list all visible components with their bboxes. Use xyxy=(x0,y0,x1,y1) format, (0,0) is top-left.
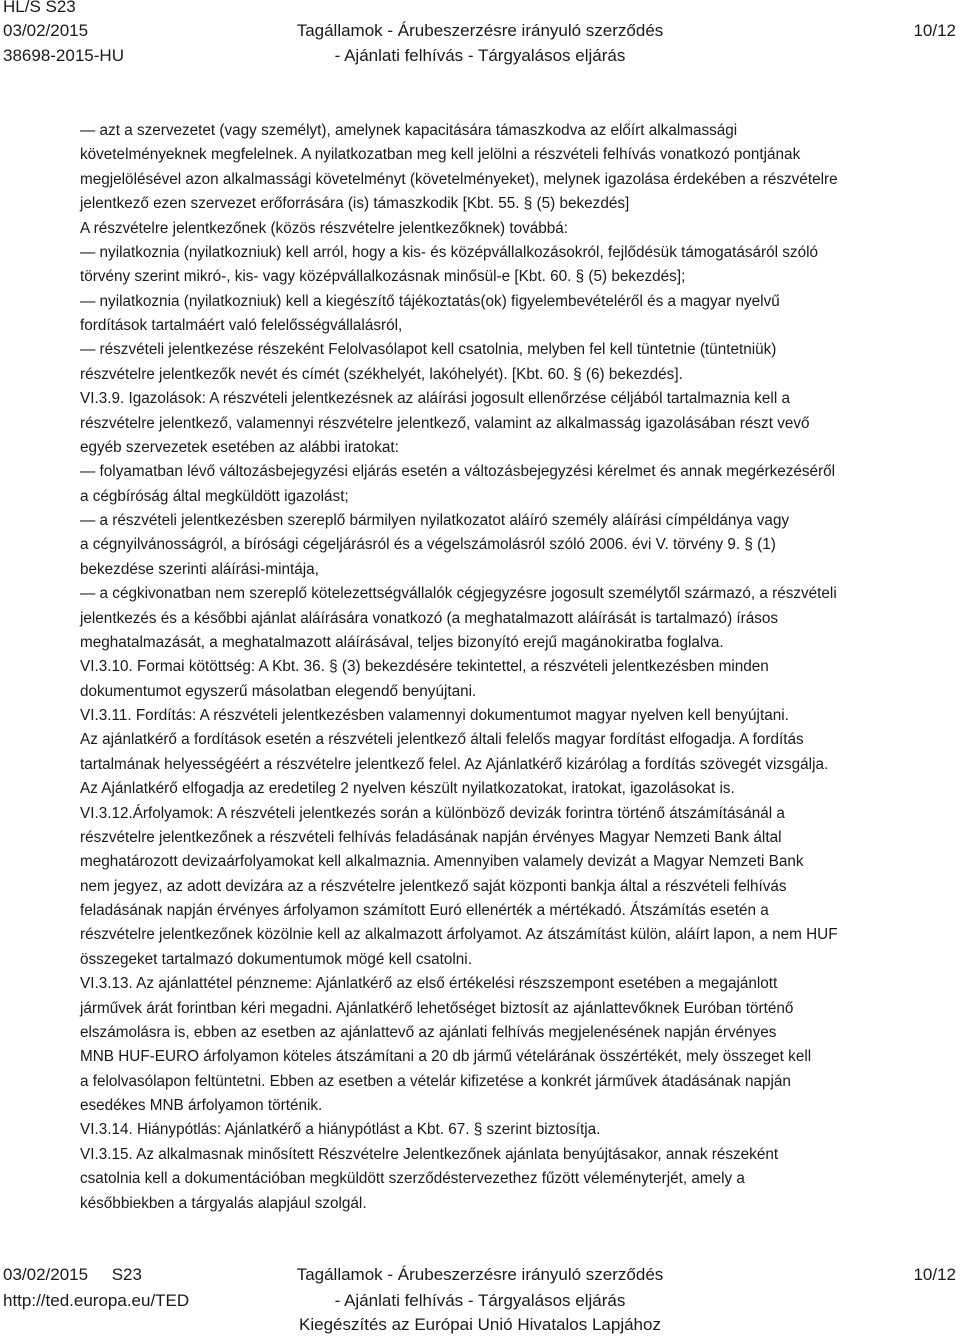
footer-supplement: Kiegészítés az Európai Unió Hivatalos Lapjához xyxy=(299,1315,661,1334)
footer-date: 03/02/2015 S23 xyxy=(3,1265,142,1284)
text-line: meghatározott devizaárfolyamokat kell alkalmaznia. Amennyiben valamely devizát a Magyar Nemzeti Bank xyxy=(80,853,804,871)
text-line: részvételre jelentkezőnek közölnie kell az alkalmazott árfolyamot. Az átszámítást külön, aláírt lapon, a nem HUF xyxy=(80,926,838,944)
header-page-number: 10/12 xyxy=(913,21,956,40)
header-title: Tagállamok - Árubeszerzésre irányuló szerződés xyxy=(296,21,664,40)
footer-title: Tagállamok - Árubeszerzésre irányuló szerződés xyxy=(296,1265,664,1284)
text-line: későbbiekben a tárgyalás alapjául szolgál. xyxy=(80,1194,367,1212)
text-line: elszámolásra is, ebben az esetben az ajánlattevő az ajánlati felhívás megjelenésének napján érvényes xyxy=(80,1023,777,1041)
header-date: 03/02/2015 xyxy=(3,21,89,40)
text-line: megjelölésével azon alkalmassági követelményt (követelményeket), melynek igazolása érdekében a részvételre xyxy=(80,170,838,188)
text-line: Az ajánlatkérő a fordítások esetén a részvételi jelentkező általi felelős magyar fordítást elfogadja. A fordítás xyxy=(80,731,804,749)
text-line: — folyamatban lévő változásbejegyzési eljárás esetén a változásbejegyzési kérelmet és annak megérkezéséről xyxy=(80,463,836,481)
text-line: jelentkezés és a későbbi ajánlat aláírására vonatkozó (a meghatalmazott aláírását is tartalmazó) írásos xyxy=(80,609,779,627)
header-doc-id: HL/S S23 xyxy=(3,0,76,16)
text-line: VI.3.13. Az ajánlattétel pénzneme: Ajánlatkérő az első értékelési részszempont esetében a megajánlott xyxy=(80,975,778,993)
text-line: a felolvasólapon feltüntetni. Ebben az esetben a vételár kifizetése a konkrét járművek átadásának napján xyxy=(80,1072,791,1090)
footer-subtitle: - Ajánlati felhívás - Tárgyalásos eljárás xyxy=(334,1291,626,1310)
text-line: — azt a szervezetet (vagy személyt), amelynek kapacitására támaszkodva az előírt alkalmassági xyxy=(80,122,738,139)
text-line: — a részvételi jelentkezésben szereplő bármilyen nyilatkozatot aláíró személy aláírási címpéldánya vagy xyxy=(80,512,790,529)
footer-page-number: 10/12 xyxy=(913,1265,956,1284)
text-line: VI.3.11. Fordítás: A részvételi jelentkezésben valamennyi dokumentumot magyar nyelven kell benyújtani. xyxy=(80,707,789,724)
text-line: — nyilatkoznia (nyilatkozniuk) kell arról, hogy a kis- és középvállalkozásokról, fejlődésük támogatásáról szóló xyxy=(80,243,818,261)
text-line: A részvételre jelentkezőnek (közös részvételre jelentkezőknek) továbbá: xyxy=(80,219,569,237)
text-line: jelentkező ezen szervezet erőforrására (is) támaszkodik [Kbt. 55. § (5) bekezdés] xyxy=(80,195,630,213)
header-notice-number: 38698-2015-HU xyxy=(3,46,124,65)
text-line: részvételre jelentkezők nevét és címét (székhelyét, lakóhelyét). [Kbt. 60. § (6) bekezdés]. xyxy=(80,365,683,383)
text-line: VI.3.14. Hiánypótlás: Ajánlatkérő a hiánypótlást a Kbt. 67. § szerint biztosítja. xyxy=(80,1121,601,1139)
text-line: meghatalmazását, a meghatalmazott aláírásával, teljes bizonyító erejű magánokiratba foglalva. xyxy=(80,633,724,651)
text-line: a cégbíróság által megküldött igazolást; xyxy=(80,487,349,505)
text-line: nem jegyez, az adott devizára az a részvételre jelentkező saját központi bankja által a részvételi felhívás xyxy=(80,877,787,895)
text-line: VI.3.10. Formai kötöttség: A Kbt. 36. § (3) bekezdésére tekintettel, a részvételi jelentkezésben minden xyxy=(80,658,769,676)
text-line: törvény szerint mikró-, kis- vagy középvállalkozásnak minősül-e [Kbt. 60. § (5) bekezdés]; xyxy=(80,268,686,286)
text-line: csatolnia kell a dokumentációban megküldött szerződéstervezethez fűzött véleményterjét, amely a xyxy=(80,1170,745,1188)
text-line: feladásának napján érvényes árfolyamon számított Euró ellenérték a mértékadó. Átszámítás esetén a xyxy=(80,902,769,919)
text-line: Az Ajánlatkérő elfogadja az eredetileg 2 nyelven készült nyilatkozatokat, iratokat, igazolásokat is. xyxy=(80,780,735,798)
document-body xyxy=(80,119,940,1216)
text-line: követelményeknek megfelelnek. A nyilatkozatban meg kell jelölni a részvételi felhívás vonatkozó pontjának xyxy=(80,146,801,164)
text-line: VI.3.9. Igazolások: A részvételi jelentkezésnek az aláírási jogosult ellenőrzése céljából tartalmaznia kell a xyxy=(80,390,790,408)
text-line: tartalmának helyességéért a részvételre jelentkező felel. Az Ajánlatkérő kizárólag a fordítás szövegét vizsgálja. xyxy=(80,755,829,773)
text-line: fordítások tartalmáért való felelősségvállalásról, xyxy=(80,317,403,334)
text-line: — nyilatkoznia (nyilatkozniuk) kell a kiegészítő tájékoztatás(ok) figyelembevételéről és a magyar nyelvű xyxy=(80,292,780,310)
text-line: bekezdése szerinti aláírási-mintája, xyxy=(80,560,319,578)
text-line: összegeket tartalmazó dokumentumok mögé kell csatolni. xyxy=(80,950,472,968)
text-line: MNB HUF-EURO árfolyamon köteles átszámítani a 20 db jármű vételárának összértékét, mely összeget kell xyxy=(80,1048,812,1066)
text-line: VI.3.12.Árfolyamok: A részvételi jelentkezés során a különböző devizák forintra történő átszámításánál a xyxy=(80,804,785,822)
text-line: részvételre jelentkező, valamennyi részvételre jelentkező, valamint az alkalmasság igazolásában részt vevő xyxy=(80,414,810,432)
footer-url: http://ted.europa.eu/TED xyxy=(3,1291,190,1310)
text-line: részvételre jelentkezőnek a részvételi felhívás feladásának napján érvényes Magyar Nemzeti Bank által xyxy=(80,828,782,846)
text-line: VI.3.15. Az alkalmasnak minősített Részvételre Jelentkezőnek ajánlata benyújtásakor, annak részeként xyxy=(80,1145,779,1163)
text-line: a cégnyilvánosságról, a bírósági cégeljárásról és a végelszámolásról szóló 2006. évi V. törvény 9. § (1) xyxy=(80,536,776,554)
header-subtitle: - Ajánlati felhívás - Tárgyalásos eljárás xyxy=(334,46,626,65)
text-line: egyéb szervezetek esetében az alábbi iratokat: xyxy=(80,438,399,456)
text-line: — részvételi jelentkezése részeként Felolvasólapot kell csatolnia, melyben fel kell tüntetnie (tüntetniük) xyxy=(80,341,777,359)
text-line: esedékes MNB árfolyamon történik. xyxy=(80,1097,323,1114)
text-line: — a cégkivonatban nem szereplő kötelezettségvállalók cégjegyzésre jogosult személytől származó, a részvételi xyxy=(80,585,837,603)
text-line: dokumentumot egyszerű másolatban elegendő benyújtani. xyxy=(80,682,477,700)
text-line: járművek árát forintban kéri megadni. Ajánlatkérő lehetőséget biztosít az ajánlattevőknek Euróban történő xyxy=(80,999,794,1017)
